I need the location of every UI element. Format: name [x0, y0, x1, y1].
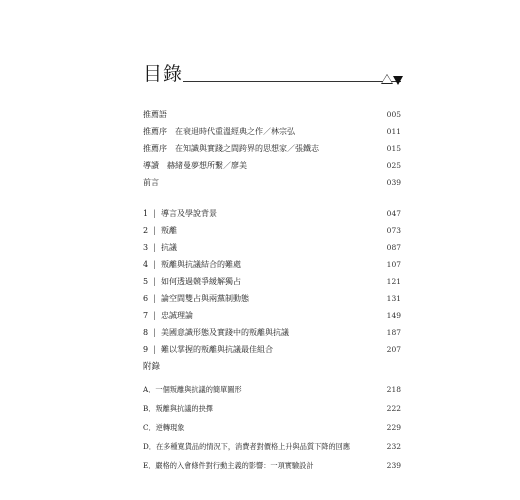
chapter-title: 難以掌握的叛離與抗議最佳組合	[161, 345, 273, 354]
divider: |	[153, 260, 156, 269]
entry-label: 前言	[143, 178, 159, 187]
entry-page-number: 222	[386, 404, 401, 413]
chapter-number: 2	[143, 226, 149, 235]
entry-page-number: 025	[386, 161, 401, 170]
chapter-number: 4	[143, 260, 149, 269]
chapter-number: 1	[143, 209, 149, 218]
triangle-up-inner	[382, 75, 392, 83]
toc-entry[interactable]	[143, 140, 401, 157]
appendix-title: A．一個叛離與抗議的簡單圖形	[143, 385, 242, 394]
appendix-entry[interactable]	[143, 380, 401, 399]
appendix-list	[143, 380, 401, 475]
chapter-title: 叛離與抗議結合的難處	[161, 260, 241, 269]
entry-page-number: 107	[386, 260, 401, 269]
chapter-title: 叛離	[161, 226, 177, 235]
chapter-number: 5	[143, 277, 149, 286]
chapter-list	[143, 205, 401, 358]
toc-entry[interactable]	[143, 106, 401, 123]
appendix-entry[interactable]	[143, 437, 401, 456]
toc-header	[143, 62, 401, 88]
chapter-title: 如何透過競爭緩解獨占	[161, 277, 241, 286]
chapter-title: 論空間雙占與兩黨制動態	[161, 294, 249, 303]
appendix-title: D．在多種寬貨品的情況下，消費者對價格上升與品質下降的回應	[143, 442, 351, 451]
chapter-entry[interactable]	[143, 273, 401, 290]
appendix-entry[interactable]	[143, 418, 401, 437]
title-rule	[183, 81, 401, 82]
chapter-entry[interactable]	[143, 222, 401, 239]
toc-entry[interactable]	[143, 174, 401, 191]
divider: |	[153, 209, 156, 218]
chapter-entry[interactable]	[143, 324, 401, 341]
entry-page-number: 131	[386, 294, 401, 303]
chapter-entry[interactable]	[143, 256, 401, 273]
entry-label: 導讀	[143, 161, 159, 170]
chapter-title: 美國意識形態及實踐中的叛離與抗議	[161, 328, 289, 337]
divider: |	[153, 345, 156, 354]
triangle-down-icon	[393, 76, 403, 85]
entry-page-number: 232	[386, 442, 401, 451]
entry-page-number: 073	[386, 226, 401, 235]
chapter-number: 9	[143, 345, 149, 354]
chapter-number: 8	[143, 328, 149, 337]
entry-page-number: 218	[386, 385, 401, 394]
chapter-entry[interactable]	[143, 205, 401, 222]
entry-page-number: 207	[386, 345, 401, 354]
appendix-heading: 附錄	[143, 362, 161, 372]
entry-label: 推薦序	[143, 144, 167, 153]
entry-page-number: 039	[386, 178, 401, 187]
entry-page-number: 087	[386, 243, 401, 252]
chapter-title: 導言及學說背景	[161, 209, 217, 218]
chapter-entry[interactable]	[143, 341, 401, 358]
page-title: 目錄	[143, 63, 184, 85]
divider: |	[153, 328, 156, 337]
entry-subtitle: 赫緒曼夢想所繫／廖美	[167, 161, 247, 170]
entry-subtitle: 在知識與實踐之間跨界的思想家／張鐵志	[175, 144, 319, 153]
entry-page-number: 149	[386, 311, 401, 320]
toc-entry[interactable]	[143, 123, 401, 140]
entry-page-number: 229	[386, 423, 401, 432]
divider: |	[153, 243, 156, 252]
chapter-number: 6	[143, 294, 149, 303]
entry-label: 推薦序	[143, 127, 167, 136]
entry-label: 推薦語	[143, 110, 167, 119]
chapter-entry[interactable]	[143, 307, 401, 324]
divider: |	[153, 277, 156, 286]
chapter-number: 3	[143, 243, 149, 252]
chapter-title: 忠誠理論	[161, 311, 193, 320]
entry-page-number: 239	[386, 461, 401, 470]
entry-page-number: 015	[386, 144, 401, 153]
divider: |	[153, 311, 156, 320]
front-matter-list	[143, 106, 401, 191]
chapter-title: 抗議	[161, 243, 177, 252]
chapter-entry[interactable]	[143, 290, 401, 307]
entry-page-number: 011	[386, 127, 401, 136]
entry-subtitle: 在衰退時代重溫經典之作／林宗弘	[175, 127, 295, 136]
divider: |	[153, 226, 156, 235]
appendix-title: E．嚴格的入會條件對行動主義的影響：一項實驗設計	[143, 461, 314, 470]
entry-page-number: 005	[386, 110, 401, 119]
chapter-entry[interactable]	[143, 239, 401, 256]
toc-entry[interactable]	[143, 157, 401, 174]
appendix-title: C．逆轉現象	[143, 423, 185, 432]
entry-page-number: 187	[386, 328, 401, 337]
entry-page-number: 121	[386, 277, 401, 286]
appendix-entry[interactable]	[143, 399, 401, 418]
appendix-entry[interactable]	[143, 456, 401, 475]
chapter-number: 7	[143, 311, 149, 320]
appendix-title: B．叛離與抗議的抉擇	[143, 404, 213, 413]
divider: |	[153, 294, 156, 303]
entry-page-number: 047	[386, 209, 401, 218]
